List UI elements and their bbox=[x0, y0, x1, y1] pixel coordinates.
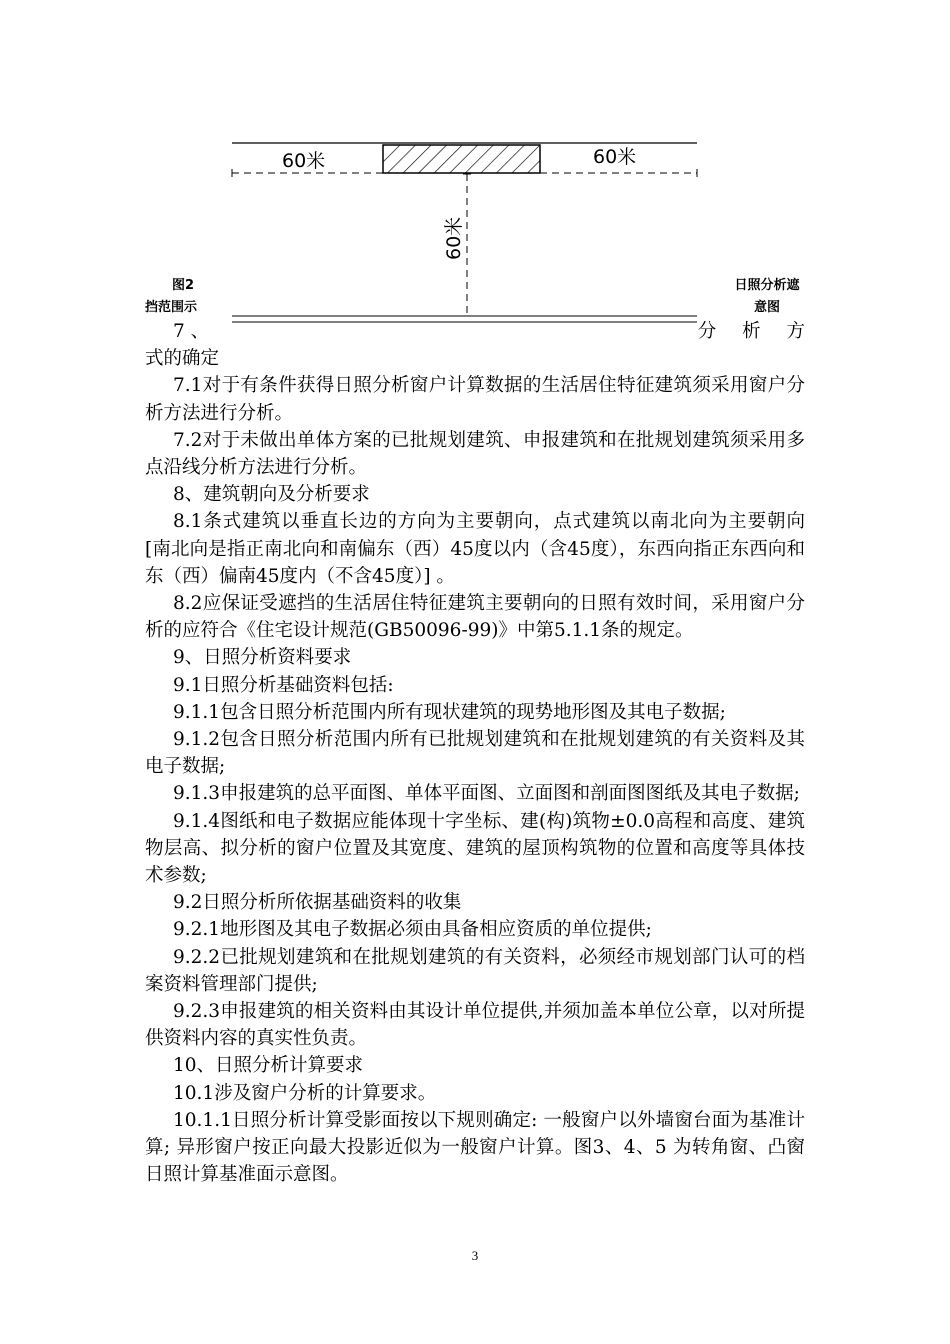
caption-right-line2: 意图 bbox=[753, 300, 780, 315]
paragraph: 8.2应保证受遮挡的生活居住特征建筑主要朝向的日照有效时间，采用窗户分析的应符合《住宅设计规范(GB50096-99)》中第5.1.1条的规定。 bbox=[145, 593, 805, 642]
section-7-title-part2: 式的确定 bbox=[145, 348, 220, 370]
section-7-title-part1: 分 析 方 bbox=[697, 321, 815, 342]
caption-right-line1: 日照分析遮 bbox=[734, 278, 800, 293]
paragraph: 9.1.4图纸和电子数据应能体现十字坐标、建(构)筑物±0.0高程和高度、建筑物层高、拟分析的窗户位置及其宽度、建筑的屋顶构筑物的位置和高度等具体技术参数; bbox=[145, 810, 805, 887]
paragraph: 9.1.2包含日照分析范围内所有已批规划建筑和在批规划建筑的有关资料及其电子数据; bbox=[145, 729, 805, 778]
paragraph: 7.1对于有条件获得日照分析窗户计算数据的生活居住特征建筑须采用窗户分析方法进行分析。 bbox=[145, 375, 805, 424]
section-heading: 8、建筑朝向及分析要求 bbox=[173, 484, 370, 506]
right-distance-label: 60米 bbox=[593, 146, 637, 168]
paragraph: 9.2日照分析所依据基础资料的收集 bbox=[173, 892, 462, 914]
vertical-distance-label: 60米 bbox=[443, 216, 465, 260]
page-number: 3 bbox=[471, 1248, 479, 1263]
section-7-number: 7 、 bbox=[173, 321, 210, 342]
paragraph: 9.1日照分析基础资料包括: bbox=[173, 674, 394, 696]
caption-left-line1: 图2 bbox=[172, 278, 195, 293]
figure-caption-right bbox=[722, 275, 812, 319]
paragraph: 9.2.3申报建筑的相关资料由其设计单位提供,并须加盖本单位公章，以对所提供资料内容的真实性负责。 bbox=[145, 1001, 805, 1050]
left-distance-label: 60米 bbox=[282, 150, 326, 172]
paragraph: 9.1.1包含日照分析范围内所有现状建筑的现势地形图及其电子数据; bbox=[173, 701, 726, 723]
section-heading: 9、日照分析资料要求 bbox=[173, 647, 352, 669]
figure-caption-left bbox=[145, 275, 235, 319]
paragraph: 10.1涉及窗户分析的计算要求。 bbox=[173, 1082, 437, 1104]
paragraph: 7.2对于未做出单体方案的已批规划建筑、申报建筑和在批规划建筑须采用多点沿线分析方法进行分析。 bbox=[145, 429, 805, 478]
paragraph: 8.1条式建筑以垂直长边的方向为主要朝向，点式建筑以南北向为主要朝向 [南北向是指正南北向和南偏东（西）45度以内（含45度），东西向指正东西向和东（西）偏南45度内（不含45度）] 。 bbox=[145, 511, 805, 587]
paragraph: 9.2.1地形图及其电子数据必须由具备相应资质的单位提供; bbox=[173, 919, 652, 941]
building-block bbox=[383, 145, 540, 173]
paragraph: 10.1.1日照分析计算受影面按以下规则确定: 一般窗户以外墙窗台面为基准计算; 异形窗户按正向最大投影近似为一般窗户计算。图3、4、5 为转角窗、凸窗日照计算基准面示意图。 bbox=[145, 1109, 805, 1186]
document-body bbox=[145, 318, 815, 1188]
paragraph: 9.1.3申报建筑的总平面图、单体平面图、立面图和剖面图图纸及其电子数据; bbox=[173, 783, 800, 805]
section-heading: 10、日照分析计算要求 bbox=[173, 1055, 364, 1077]
paragraph: 9.2.2已批规划建筑和在批规划建筑的有关资料，必须经市规划部门认可的档案资料管理部门提供; bbox=[145, 946, 805, 995]
section-7-heading bbox=[145, 318, 815, 345]
caption-left-line2: 挡范围示 bbox=[145, 300, 198, 315]
